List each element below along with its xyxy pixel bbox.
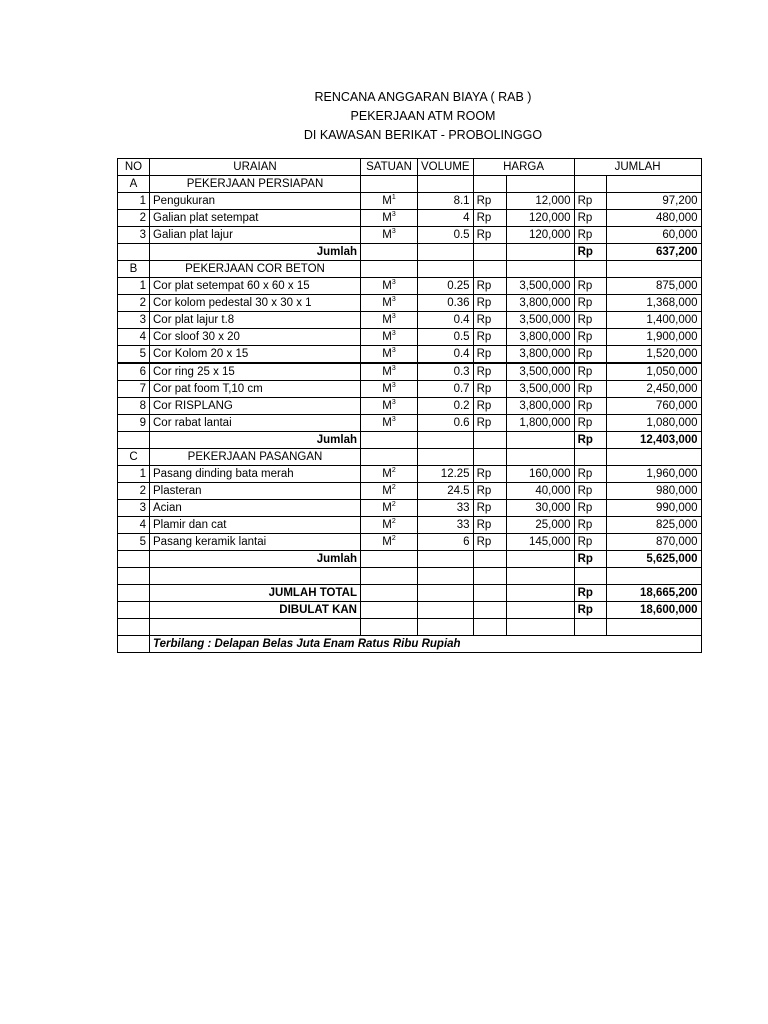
item-jumlah: 97,200 [606,193,701,210]
section-title: PEKERJAAN PERSIAPAN [150,176,361,193]
empty-cell [118,602,150,619]
currency-label: Rp [574,193,606,210]
section-code: C [118,449,150,466]
currency-label: Rp [574,534,606,551]
currency-label: Rp [473,483,506,500]
currency-label: Rp [473,312,506,329]
item-jumlah: 760,000 [606,398,701,415]
item-uraian: Plamir dan cat [150,517,361,534]
currency-label: Rp [574,346,606,364]
item-jumlah: 980,000 [606,483,701,500]
empty-cell [473,602,506,619]
item-jumlah: 60,000 [606,227,701,244]
item-jumlah: 1,960,000 [606,466,701,483]
empty-cell [361,568,418,585]
currency-label: Rp [473,295,506,312]
item-uraian: Cor kolom pedestal 30 x 30 x 1 [150,295,361,312]
subtotal-value: 5,625,000 [606,551,701,568]
empty-cell [361,551,418,568]
section-header-row [118,261,702,278]
empty-cell [606,568,701,585]
empty-cell [150,568,361,585]
header-jumlah: JUMLAH [574,159,701,176]
currency-label: Rp [574,312,606,329]
empty-cell [473,449,506,466]
document-subtitle-location: DI KAWASAN BERIKAT - PROBOLINGGO [303,128,543,142]
subtotal-row [118,551,702,568]
currency-label: Rp [574,415,606,432]
empty-cell [361,619,418,636]
unit-base: M [382,400,392,412]
currency-label: Rp [473,398,506,415]
currency-label: Rp [473,227,506,244]
currency-label: Rp [574,551,606,568]
item-no: 4 [118,517,150,534]
empty-cell [118,585,150,602]
empty-cell [506,568,574,585]
unit-base: M [382,485,392,497]
unit-base: M [382,212,392,224]
header-satuan: SATUAN [361,159,418,176]
item-harga: 3,500,000 [506,381,574,398]
item-jumlah: 480,000 [606,210,701,227]
table-row [118,227,702,244]
item-no: 4 [118,329,150,346]
currency-label: Rp [574,210,606,227]
currency-label: Rp [473,363,506,381]
table-row [118,415,702,432]
item-uraian: Cor plat setempat 60 x 60 x 15 [150,278,361,295]
empty-cell [506,585,574,602]
subtotal-label: Jumlah [150,551,361,568]
item-uraian: Acian [150,500,361,517]
currency-label: Rp [473,210,506,227]
empty-cell [418,432,474,449]
currency-label: Rp [574,227,606,244]
header-no: NO [118,159,150,176]
item-no: 7 [118,381,150,398]
empty-cell [418,602,474,619]
item-no: 8 [118,398,150,415]
subtotal-value: 12,403,000 [606,432,701,449]
item-harga: 12,000 [506,193,574,210]
item-harga: 25,000 [506,517,574,534]
item-volume: 0.5 [418,329,474,346]
unit-exponent: 3 [391,296,396,303]
item-volume: 0.25 [418,278,474,295]
currency-label: Rp [574,398,606,415]
table-row [118,278,702,295]
item-no: 9 [118,415,150,432]
item-no: 5 [118,534,150,551]
item-no: 2 [118,295,150,312]
item-volume: 0.2 [418,398,474,415]
document-title-block [0,88,768,145]
item-satuan [361,415,418,432]
empty-cell [118,568,150,585]
currency-label: Rp [574,278,606,295]
item-no: 1 [118,278,150,295]
item-satuan [361,363,418,381]
header-uraian: URAIAN [150,159,361,176]
currency-label: Rp [473,517,506,534]
empty-cell [574,449,606,466]
table-row [118,346,702,364]
currency-label: Rp [574,381,606,398]
empty-cell [506,602,574,619]
item-jumlah: 875,000 [606,278,701,295]
item-jumlah: 2,450,000 [606,381,701,398]
unit-exponent: 3 [391,228,396,235]
unit-base: M [382,519,392,531]
item-volume: 6 [418,534,474,551]
currency-label: Rp [473,381,506,398]
item-harga: 3,800,000 [506,398,574,415]
empty-cell [473,244,506,261]
currency-label: Rp [574,483,606,500]
section-code: B [118,261,150,278]
table-row [118,363,702,381]
currency-label: Rp [473,193,506,210]
section-code: A [118,176,150,193]
item-jumlah: 1,400,000 [606,312,701,329]
empty-cell [150,619,361,636]
item-harga: 145,000 [506,534,574,551]
unit-exponent: 3 [391,347,396,354]
section-header-row [118,176,702,193]
item-harga: 3,800,000 [506,295,574,312]
empty-cell [473,176,506,193]
item-volume: 0.5 [418,227,474,244]
item-satuan [361,329,418,346]
currency-label: Rp [574,602,606,619]
item-satuan [361,193,418,210]
section-header-row [118,449,702,466]
terbilang-row [118,636,702,653]
item-volume: 0.3 [418,363,474,381]
empty-cell [361,602,418,619]
item-volume: 33 [418,500,474,517]
unit-base: M [382,331,392,343]
table-row [118,193,702,210]
item-satuan [361,517,418,534]
item-no: 3 [118,227,150,244]
empty-cell [606,619,701,636]
table-row [118,329,702,346]
currency-label: Rp [473,415,506,432]
total-label: JUMLAH TOTAL [150,585,361,602]
item-harga: 1,800,000 [506,415,574,432]
empty-cell [506,176,574,193]
item-satuan [361,278,418,295]
terbilang-text: Terbilang : Delapan Belas Juta Enam Ratus Ribu Rupiah [150,636,702,653]
currency-label: Rp [574,295,606,312]
unit-exponent: 3 [391,399,396,406]
currency-label: Rp [473,346,506,364]
total-row [118,585,702,602]
unit-base: M [382,468,392,480]
item-uraian: Cor Kolom 20 x 15 [150,346,361,364]
empty-cell [473,585,506,602]
item-satuan [361,312,418,329]
item-uraian: Cor pat foom T,10 cm [150,381,361,398]
item-jumlah: 1,080,000 [606,415,701,432]
item-jumlah: 1,050,000 [606,363,701,381]
currency-label: Rp [574,585,606,602]
item-volume: 12.25 [418,466,474,483]
item-jumlah: 825,000 [606,517,701,534]
empty-cell [361,244,418,261]
blank-row [118,619,702,636]
empty-cell [506,244,574,261]
item-uraian: Cor RISPLANG [150,398,361,415]
empty-cell [418,176,474,193]
item-no: 2 [118,210,150,227]
item-volume: 0.6 [418,415,474,432]
empty-cell [473,261,506,278]
empty-cell [606,261,701,278]
table-row [118,381,702,398]
item-jumlah: 1,520,000 [606,346,701,364]
item-no: 6 [118,363,150,381]
subtotal-label: Jumlah [150,432,361,449]
item-no: 2 [118,483,150,500]
item-uraian: Cor ring 25 x 15 [150,363,361,381]
item-satuan [361,398,418,415]
currency-label: Rp [574,363,606,381]
unit-exponent: 3 [391,330,396,337]
unit-base: M [382,417,392,429]
header-harga: HARGA [473,159,574,176]
currency-label: Rp [473,500,506,517]
item-volume: 4 [418,210,474,227]
table-row [118,210,702,227]
item-satuan [361,227,418,244]
table-row [118,534,702,551]
empty-cell [118,619,150,636]
item-no: 3 [118,312,150,329]
empty-cell [361,432,418,449]
rounded-total-row [118,602,702,619]
currency-label: Rp [473,329,506,346]
item-satuan [361,500,418,517]
unit-base: M [382,348,392,360]
section-title: PEKERJAAN COR BETON [150,261,361,278]
currency-label: Rp [574,466,606,483]
item-uraian: Cor sloof 30 x 20 [150,329,361,346]
item-uraian: Pengukuran [150,193,361,210]
currency-label: Rp [574,517,606,534]
currency-label: Rp [574,244,606,261]
subtotal-row [118,244,702,261]
document-title: RENCANA ANGGARAN BIAYA ( RAB ) [314,90,532,104]
item-harga: 30,000 [506,500,574,517]
item-jumlah: 990,000 [606,500,701,517]
item-volume: 24.5 [418,483,474,500]
unit-exponent: 2 [391,467,396,474]
unit-base: M [382,383,392,395]
section-title: PEKERJAAN PASANGAN [150,449,361,466]
empty-cell [361,585,418,602]
item-harga: 120,000 [506,227,574,244]
item-satuan [361,346,418,364]
table-header-row [118,159,702,176]
rab-table [117,158,702,653]
item-volume: 8.1 [418,193,474,210]
item-jumlah: 1,900,000 [606,329,701,346]
header-volume: VOLUME [418,159,474,176]
item-no: 1 [118,193,150,210]
item-harga: 160,000 [506,466,574,483]
item-harga: 3,800,000 [506,329,574,346]
empty-cell [118,636,150,653]
unit-exponent: 3 [391,365,396,372]
empty-cell [574,261,606,278]
unit-exponent: 2 [391,535,396,542]
item-jumlah: 1,368,000 [606,295,701,312]
empty-cell [418,261,474,278]
empty-cell [418,244,474,261]
item-harga: 40,000 [506,483,574,500]
empty-cell [473,568,506,585]
item-jumlah: 870,000 [606,534,701,551]
unit-exponent: 3 [391,416,396,423]
unit-base: M [382,536,392,548]
item-volume: 0.7 [418,381,474,398]
item-uraian: Pasang keramik lantai [150,534,361,551]
table-row [118,312,702,329]
table-row [118,483,702,500]
unit-exponent: 1 [391,194,396,201]
item-satuan [361,210,418,227]
table-row [118,295,702,312]
empty-cell [473,551,506,568]
empty-cell [473,432,506,449]
empty-cell [506,551,574,568]
currency-label: Rp [473,466,506,483]
unit-exponent: 3 [391,382,396,389]
item-volume: 0.4 [418,312,474,329]
subtotal-row [118,432,702,449]
empty-cell [118,551,150,568]
item-harga: 3,800,000 [506,346,574,364]
unit-exponent: 2 [391,518,396,525]
item-volume: 33 [418,517,474,534]
document-subtitle-project: PEKERJAAN ATM ROOM [350,109,496,123]
item-harga: 3,500,000 [506,312,574,329]
item-uraian: Cor plat lajur t.8 [150,312,361,329]
table-row [118,398,702,415]
unit-exponent: 3 [391,279,396,286]
empty-cell [506,261,574,278]
item-satuan [361,466,418,483]
unit-base: M [382,280,392,292]
empty-cell [361,176,418,193]
empty-cell [574,176,606,193]
item-harga: 3,500,000 [506,363,574,381]
unit-base: M [382,297,392,309]
table-row [118,466,702,483]
item-uraian: Galian plat setempat [150,210,361,227]
item-uraian: Cor rabat lantai [150,415,361,432]
unit-base: M [382,502,392,514]
empty-cell [418,551,474,568]
unit-base: M [382,195,392,207]
unit-base: M [382,314,392,326]
empty-cell [506,449,574,466]
currency-label: Rp [574,500,606,517]
item-uraian: Plasteran [150,483,361,500]
empty-cell [574,619,606,636]
item-satuan [361,483,418,500]
currency-label: Rp [574,432,606,449]
unit-base: M [382,366,392,378]
blank-row [118,568,702,585]
subtotal-label: Jumlah [150,244,361,261]
item-volume: 0.36 [418,295,474,312]
item-satuan [361,295,418,312]
unit-exponent: 2 [391,501,396,508]
item-satuan [361,534,418,551]
item-volume: 0.4 [418,346,474,364]
empty-cell [418,585,474,602]
empty-cell [418,619,474,636]
empty-cell [418,449,474,466]
rounded-total-label: DIBULAT KAN [150,602,361,619]
rab-table-body [118,159,702,653]
item-harga: 120,000 [506,210,574,227]
empty-cell [506,619,574,636]
empty-cell [118,244,150,261]
empty-cell [361,261,418,278]
unit-exponent: 3 [391,211,396,218]
item-no: 1 [118,466,150,483]
item-uraian: Galian plat lajur [150,227,361,244]
empty-cell [118,432,150,449]
table-row [118,500,702,517]
empty-cell [606,176,701,193]
table-row [118,517,702,534]
empty-cell [506,432,574,449]
unit-base: M [382,229,392,241]
subtotal-value: 637,200 [606,244,701,261]
currency-label: Rp [574,329,606,346]
empty-cell [473,619,506,636]
empty-cell [606,449,701,466]
empty-cell [418,568,474,585]
item-satuan [361,381,418,398]
item-uraian: Pasang dinding bata merah [150,466,361,483]
empty-cell [574,568,606,585]
item-harga: 3,500,000 [506,278,574,295]
item-no: 5 [118,346,150,364]
item-no: 3 [118,500,150,517]
total-value: 18,665,200 [606,585,701,602]
unit-exponent: 2 [391,484,396,491]
currency-label: Rp [473,534,506,551]
empty-cell [361,449,418,466]
rounded-total-value: 18,600,000 [606,602,701,619]
unit-exponent: 3 [391,313,396,320]
currency-label: Rp [473,278,506,295]
